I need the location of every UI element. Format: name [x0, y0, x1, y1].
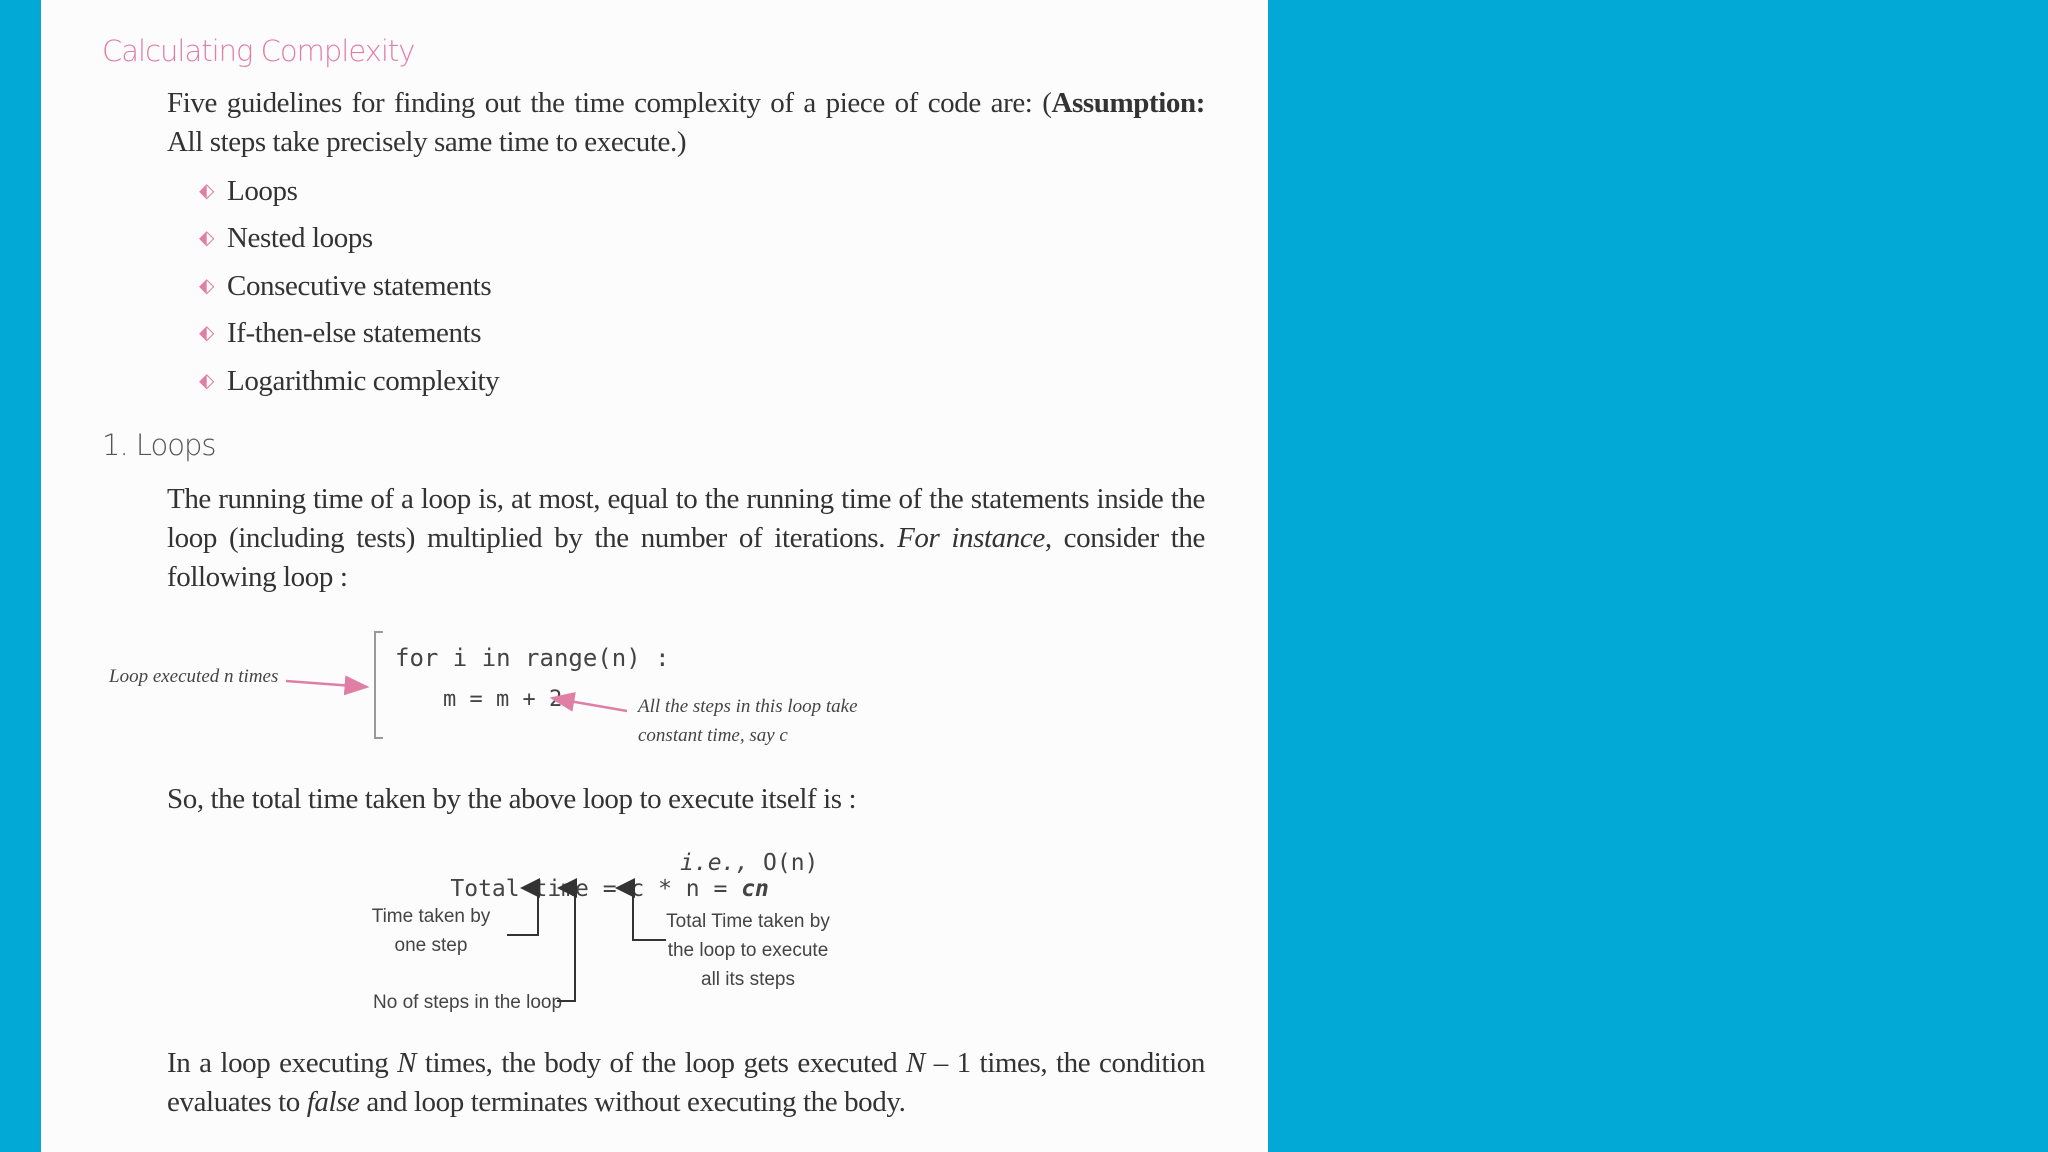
diamond-bullet-icon: ⬖	[199, 227, 214, 249]
code-line-assign: m = m + 2	[443, 687, 563, 712]
formula-text: Total time = c * n =	[450, 876, 742, 902]
formula-cn: cn	[741, 876, 769, 902]
diamond-bullet-icon: ⬖	[199, 275, 214, 297]
constant-time-label-2: constant time, say c	[638, 725, 788, 746]
constant-time-arrow	[552, 698, 627, 711]
formula-ie: i.e.,	[680, 850, 750, 876]
step-time-annotation: Time taken by one step	[371, 906, 491, 956]
diamond-bullet-icon: ⬖	[199, 370, 214, 392]
loop-executed-arrow	[286, 681, 367, 687]
loop-executed-label: Loop executed n times	[109, 666, 279, 687]
loops-paragraph: The running time of a loop is, at most, equal to the running time of the statements inside the loop (including tests) multiplied by the number of iterations. For instance, consider the following loop :	[167, 483, 1205, 593]
loops-heading: 1. Loops	[102, 428, 216, 462]
total-time-annotation: Total Time taken by the loop to execute all its steps	[666, 911, 830, 990]
guideline-item: ⬖ If-then-else statements	[199, 317, 482, 349]
loop-bracket	[375, 632, 383, 738]
diagram-lines	[41, 0, 1268, 1152]
diamond-bullet-icon: ⬖	[199, 180, 214, 202]
guideline-item: ⬖ Nested loops	[199, 222, 373, 254]
intro-text-before: Five guidelines for finding out the time complexity of a piece of code are: (	[167, 87, 1052, 119]
guideline-item: ⬖ Logarithmic complexity	[199, 365, 500, 397]
for-instance-italic: For instance,	[897, 522, 1052, 554]
constant-time-label-1: All the steps in this loop take	[638, 696, 858, 717]
diamond-bullet-icon: ⬖	[199, 322, 214, 344]
section-title: Calculating Complexity	[102, 34, 415, 68]
guideline-item: ⬖ Consecutive statements	[199, 270, 492, 302]
false-italic: false	[306, 1086, 360, 1118]
guideline-item: ⬖ Loops	[199, 175, 298, 207]
intro-text-after: All steps take precisely same time to execute.)	[167, 126, 687, 158]
steps-count-annotation: No of steps in the loop	[373, 992, 563, 1013]
step-time-arrow	[507, 888, 538, 935]
total-time-arrow	[633, 888, 666, 940]
total-time-intro: So, the total time taken by the above loop to execute itself is :	[167, 783, 857, 815]
document-page	[41, 0, 1268, 1152]
code-line-for: for i in range(n) :	[395, 644, 670, 672]
steps-count-arrow	[557, 888, 575, 1001]
final-paragraph: In a loop executing N times, the body of the loop gets executed N – 1 times, the condition evaluates to false and loop terminates without executing the body.	[167, 1047, 1205, 1118]
formula-big-o: O(n)	[763, 850, 819, 876]
assumption-label: Assumption:	[1051, 87, 1205, 119]
